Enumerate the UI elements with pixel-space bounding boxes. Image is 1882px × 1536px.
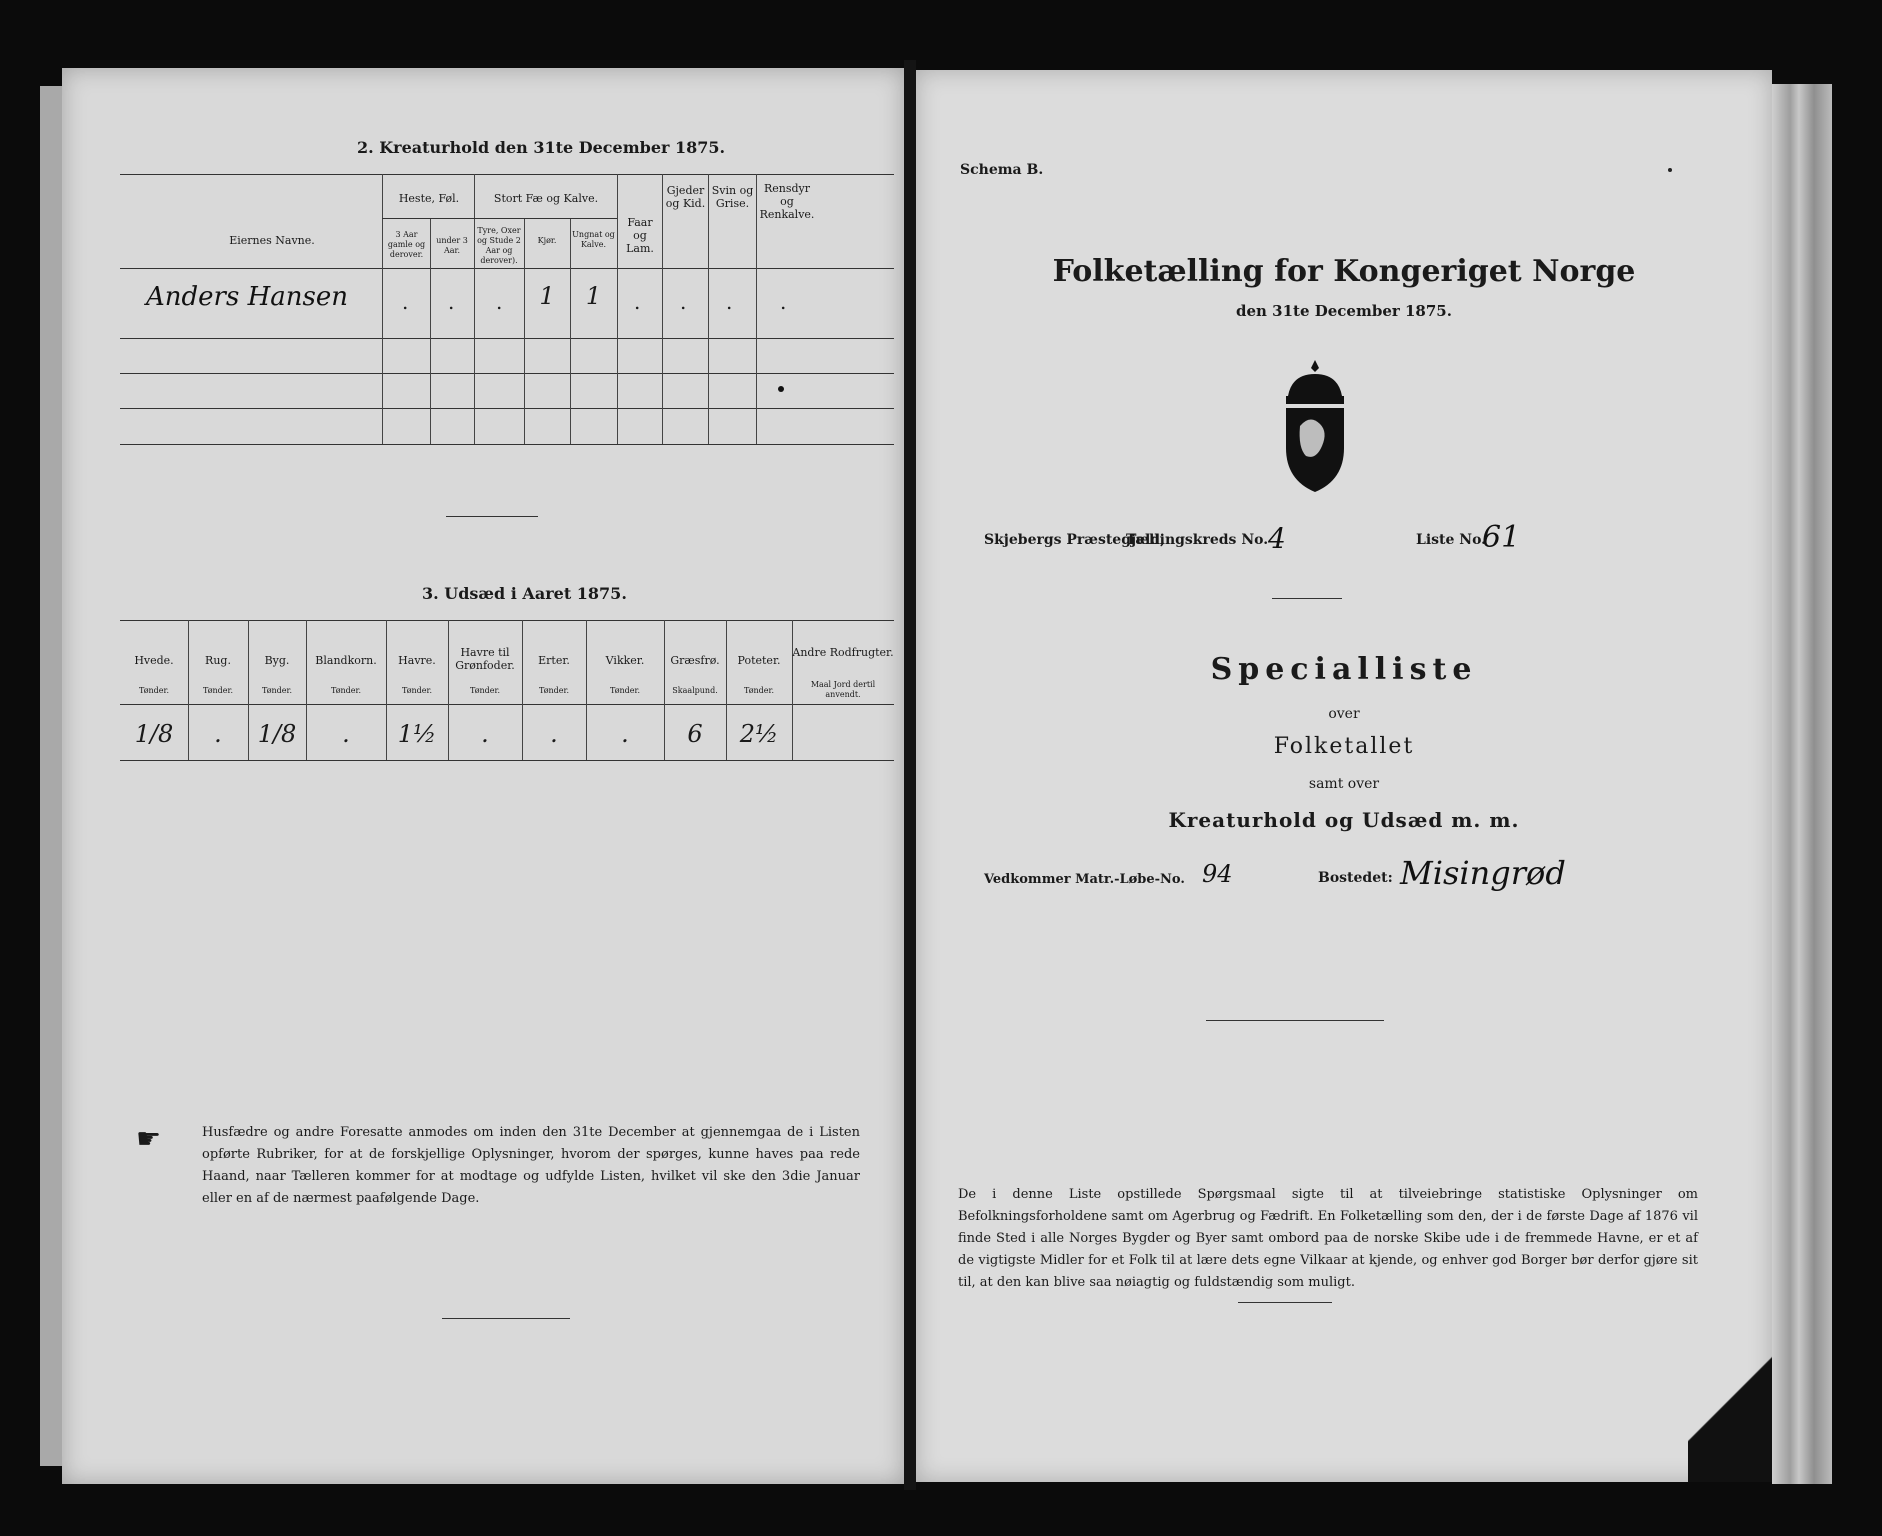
table3-unit: Maal Jord dertil anvendt. — [810, 680, 876, 699]
table3-header-bottom — [120, 704, 894, 705]
table3-unit: Tønder. — [330, 686, 362, 695]
table3-value: 1/8 — [257, 720, 297, 748]
table2-col-line — [662, 174, 663, 444]
kreaturhold-heading: Kreaturhold og Udsæd m. m. — [1168, 808, 1520, 832]
table3-header: Rug. — [205, 654, 231, 667]
table3-header: Hvede. — [134, 654, 174, 667]
left-page-edge — [40, 86, 64, 1466]
col-gjeder: Gjeder og Kid. — [665, 184, 706, 210]
matr-label: Vedkommer Matr.-Løbe-No. — [984, 872, 1185, 887]
table2-col-line — [382, 174, 383, 444]
coat-of-arms-icon — [1270, 356, 1360, 496]
col-owner: Eiernes Navne. — [229, 234, 315, 247]
binding-gap — [904, 60, 916, 1490]
table3-header: Græsfrø. — [670, 654, 720, 667]
table3-value: 1½ — [397, 720, 437, 748]
cell-stort-a: . — [496, 290, 503, 314]
table3-unit: Tønder. — [609, 686, 641, 695]
cell-gjeder: . — [680, 290, 687, 314]
col-heste: Heste, Føl. — [398, 192, 460, 205]
table3-header: Byg. — [264, 654, 290, 667]
corner-dot — [1668, 168, 1672, 172]
col-rensdyr: Rensdyr og Renkalve. — [759, 182, 815, 221]
table3-unit: Tønder. — [538, 686, 570, 695]
table3-header: Andre Rodfrugter. — [792, 646, 894, 659]
instruction-note: Husfædre og andre Foresatte anmodes om inden den 31te December at gjennemgaa de i Listen opførte Rubriker, for at de forskjellige Oplysninger, hvorom der spørges, kunne haves paa rede Haand, naar Tælleren kommer for at modtage og udfylde Listen, hvilket vil ske den 3die Januar eller en af de nærmest paafølgende Dage. — [202, 1125, 860, 1206]
section3-title: 3. Udsæd i Aaret 1875. — [422, 584, 627, 603]
liste-number: 61 — [1482, 520, 1521, 555]
table3-value: . — [214, 720, 222, 748]
bosted-label: Bostedet: — [1318, 870, 1393, 886]
table3-header: Blandkorn. — [315, 654, 377, 667]
col-stort-c: Ungnat og Kalve. — [572, 230, 615, 249]
table3-header: Havre til Grønfoder. — [455, 646, 515, 672]
table3-value: 6 — [687, 720, 703, 748]
over-text-1: over — [1328, 706, 1360, 722]
liste-label: Liste No. — [1416, 532, 1487, 548]
table2-col-line — [617, 174, 618, 444]
samt-over-text: samt over — [1308, 776, 1380, 792]
owner-name-row1: Anders Hansen — [146, 282, 348, 312]
table3-value: . — [550, 720, 558, 748]
table2-row-line — [120, 338, 894, 339]
pointing-hand-icon: ☛ — [136, 1122, 162, 1155]
table2-col-line — [570, 218, 571, 444]
footer-rule — [442, 1318, 570, 1319]
table3-header: Vikker. — [605, 654, 645, 667]
parish-label: Skjebergs Præstegjeld, — [984, 532, 1165, 548]
table3-unit: Skaalpund. — [672, 686, 718, 695]
table2-top-border — [120, 174, 894, 175]
footer-rule — [1238, 1302, 1332, 1303]
table3-header: Havre. — [398, 654, 436, 667]
table2-header-bottom — [120, 268, 894, 269]
table3-value: 1/8 — [134, 720, 174, 748]
table2-col-line — [474, 174, 475, 444]
specialliste-heading: Specialliste — [1210, 652, 1478, 687]
cell-svin: . — [726, 290, 733, 314]
cell-ungnat: 1 — [585, 282, 602, 310]
col-heste-a: 3 Aar gamle og derover. — [387, 230, 426, 259]
table3-unit: Tønder. — [138, 686, 170, 695]
cell-heste-b: . — [448, 290, 455, 314]
kreds-label: Tællingskreds No. — [1126, 532, 1269, 548]
bosted-value: Misingrød — [1400, 854, 1566, 892]
col-stort-b: Kjør. — [537, 236, 557, 245]
right-page — [916, 70, 1772, 1482]
right-page-edges — [1772, 84, 1832, 1484]
table2-col-line — [524, 218, 525, 444]
left-page — [62, 68, 904, 1484]
table3-value: . — [342, 720, 350, 748]
intro-note: De i denne Liste opstillede Spørgsmaal sigte til at tilveiebringe statistiske Oplysninger om Befolkningsforholdene samt om Agerbrug og Fædrift. En Folketælling som den, der i de første Dage af 1876 vil finde Sted i alle Norges Bygder og Byer samt ombord paa de norske Skibe ude i de fremmede Havne, er et af de vigtigste Midler for et Folk til at lære dets egne Vilkaar at kjende, og enhver god Borger bør derfor gjøre sit til, at den kan blive saa nøiagtig og fuldstændig som muligt. — [958, 1187, 1698, 1290]
table3-unit: Tønder. — [202, 686, 234, 695]
ink-dot — [778, 386, 784, 392]
col-faar: Faar og Lam. — [626, 216, 654, 255]
table3-bottom-border — [120, 760, 894, 761]
schema-label: Schema B. — [960, 162, 1044, 178]
table3-header: Erter. — [538, 654, 570, 667]
table2-row-line — [120, 373, 894, 374]
table3-value: . — [621, 720, 629, 748]
col-heste-b: under 3 Aar. — [436, 236, 468, 255]
page-corner-shadow — [1688, 1356, 1772, 1482]
cell-kjor: 1 — [539, 282, 555, 310]
table2-subheader-line — [382, 218, 617, 219]
table3-unit: Tønder. — [261, 686, 293, 695]
cell-rensdyr: . — [780, 290, 787, 314]
separator-rule — [1206, 1020, 1384, 1021]
folketallet-heading: Folketallet — [1273, 734, 1415, 759]
table3-header: Poteter. — [737, 654, 781, 667]
separator-rule — [446, 516, 538, 517]
section2-title: 2. Kreaturhold den 31te December 1875. — [357, 138, 726, 157]
form-title: Folketælling for Kongeriget Norge — [1052, 254, 1636, 289]
table3-unit: Tønder. — [743, 686, 775, 695]
table2-col-line — [708, 174, 709, 444]
table3-value: . — [481, 720, 489, 748]
separator-rule — [1272, 598, 1342, 599]
cell-faar: . — [634, 290, 641, 314]
table2-row-line — [120, 408, 894, 409]
table3-unit: Tønder. — [469, 686, 501, 695]
col-stort-a: Tyre, Oxer og Stude 2 Aar og derover). — [477, 226, 521, 265]
cell-heste-a: . — [402, 290, 409, 314]
col-svin: Svin og Grise. — [711, 184, 754, 210]
matr-number: 94 — [1202, 860, 1233, 888]
table3-value: 2½ — [739, 720, 779, 748]
col-stort: Stort Fæ og Kalve. — [493, 192, 599, 205]
table3-top-border — [120, 620, 894, 621]
kreds-number: 4 — [1268, 522, 1286, 555]
form-subtitle: den 31te December 1875. — [1236, 302, 1452, 320]
table3-unit: Tønder. — [401, 686, 433, 695]
table2-bottom-border — [120, 444, 894, 445]
